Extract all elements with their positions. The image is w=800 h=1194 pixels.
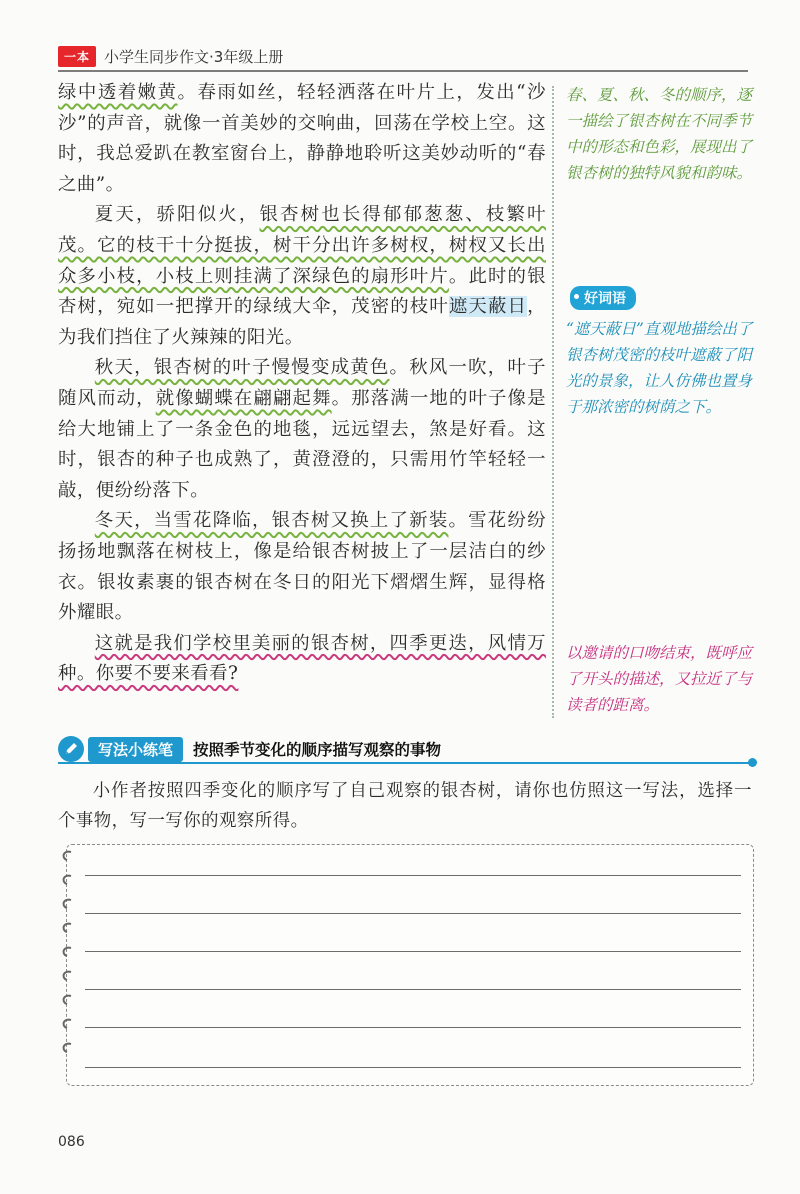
spiral-ring-icon bbox=[59, 969, 75, 983]
paragraph-autumn bbox=[58, 353, 546, 506]
exercise-instructions bbox=[58, 776, 752, 836]
side-note-sequence: 春、夏、秋、冬的顺序，逐一描绘了银杏树在不同季节中的形态和色彩，展现出了银杏树的独特风貌和韵味。 bbox=[566, 86, 753, 182]
writing-line[interactable] bbox=[85, 951, 741, 952]
paragraph-text: 。雪花纷纷扬扬地飘落在树枝上，像是给银杏树披上了一层洁白的纱衣。银妆素裹的银杏树在冬日的阳光下熠熠生辉，显得格外耀眼。 bbox=[58, 510, 546, 624]
essay-body bbox=[58, 78, 546, 690]
practice-label: 写法小练笔 bbox=[88, 737, 183, 762]
underlined-phrase: 冬天，当雪花降临，银杏树又换上了新装 bbox=[94, 510, 449, 532]
margin-divider bbox=[552, 86, 554, 718]
good-words-tag: 好词语 bbox=[570, 286, 636, 310]
paragraph-text: 夏天，骄阳似火， bbox=[94, 204, 260, 226]
underlined-phrase: 绿中透着嫩黄 bbox=[58, 82, 178, 103]
underlined-phrase: 这就是我们学校里美丽的银杏树，四季更迭，风情万种。你要不要来看看? bbox=[58, 632, 546, 685]
spiral-ring-icon bbox=[59, 873, 75, 887]
side-note-good-words: “遮天蔽日”直观地描绘出了银杏树茂密的枝叶遮蔽了阳光的景象，让人仿佛也置身于那浓密的树荫之下。 bbox=[566, 320, 753, 416]
paragraph-ending bbox=[58, 629, 546, 690]
writing-line[interactable] bbox=[85, 875, 741, 876]
page-header bbox=[58, 44, 283, 68]
writing-line[interactable] bbox=[85, 989, 741, 990]
spiral-ring-icon bbox=[59, 993, 75, 1007]
spiral-ring-icon bbox=[59, 897, 75, 911]
spiral-ring-icon bbox=[59, 945, 75, 959]
exercise-text: 小作者按照四季变化的顺序写了自己观察的银杏树，请你也仿照这一写法，选择一个事物，写一写你的观察所得。 bbox=[58, 781, 752, 831]
book-series-title: 小学生同步作文·3年级上册 bbox=[104, 47, 284, 66]
paragraph-spring bbox=[58, 78, 546, 200]
page-number: 086 bbox=[58, 1134, 85, 1150]
spiral-ring-icon bbox=[59, 921, 75, 935]
pen-icon bbox=[58, 736, 84, 762]
underlined-phrase: 秋天，银杏树的叶子慢慢变成黄色 bbox=[94, 357, 390, 379]
spiral-ring-icon bbox=[59, 1041, 75, 1055]
paragraph-text: 。此时的银杏树，宛如一把撑开的绿绒大伞，茂密的枝叶 bbox=[58, 265, 546, 318]
writing-line[interactable] bbox=[85, 1027, 741, 1028]
side-note-ending: 以邀请的口吻结束，既呼应了开头的描述，又拉近了与读者的距离。 bbox=[566, 644, 753, 714]
writing-box[interactable] bbox=[66, 844, 754, 1086]
paragraph-text: ，为我们挡住了火辣辣的阳光。 bbox=[58, 296, 546, 348]
paragraph-text: 。那落满一地的叶子像是给大地铺上了一条金色的地毯，远远望去，煞是好看。这时，银杏的种子也成熟了，黄澄澄的，只需用竹竿轻轻一敲，便纷纷落下。 bbox=[58, 387, 546, 501]
section-divider bbox=[58, 762, 752, 764]
writing-line[interactable] bbox=[85, 1067, 741, 1068]
underlined-phrase: 银杏树也长得郁郁葱葱、枝繁叶茂。它的枝干十分挺拔，树干分出许多树杈，树杈又长出众多小枝，小枝上则挂满了深绿色的扇形叶片 bbox=[58, 204, 546, 287]
spiral-ring-icon bbox=[59, 1017, 75, 1031]
writing-line[interactable] bbox=[85, 913, 741, 914]
highlighted-phrase: 遮天蔽日 bbox=[448, 296, 528, 318]
section-divider-dot bbox=[748, 758, 757, 767]
practice-title: 按照季节变化的顺序描写观察的事物 bbox=[193, 741, 442, 759]
practice-section-header bbox=[58, 736, 758, 762]
header-divider bbox=[58, 70, 748, 72]
book-logo: 一本 bbox=[58, 46, 96, 67]
paragraph-winter bbox=[58, 506, 546, 628]
paragraph-text: 。春雨如丝，轻轻洒落在叶片上，发出“沙沙”的声音，就像一首美妙的交响曲，回荡在学校上空。这时，我总爱趴在教室窗台上，静静地聆听这美妙动听的“春之曲”。 bbox=[58, 82, 546, 195]
spiral-ring-icon bbox=[59, 849, 75, 863]
paragraph-summer bbox=[58, 200, 546, 353]
underlined-phrase: 就像蝴蝶在翩翩起舞 bbox=[155, 387, 332, 409]
paragraph-text: 。秋风一吹，叶子随风而动， bbox=[58, 357, 546, 409]
